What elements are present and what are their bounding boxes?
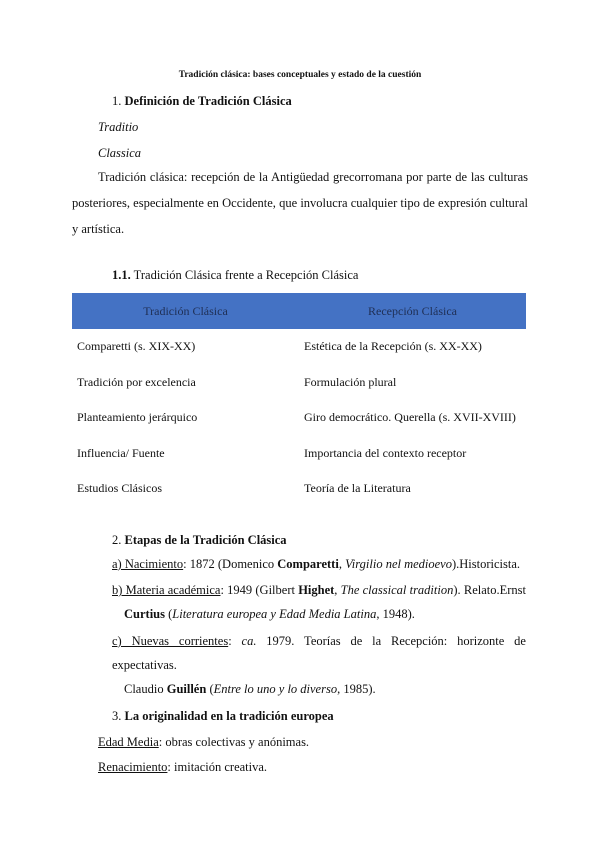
separator: ,: [338, 557, 346, 571]
definition-paragraph: Tradición clásica: recepción de la Antigüedad grecorromana por parte de las culturas posteriores, especialmente en Occidente, que involucra cualquier tipo de expresión cultural y artística.: [72, 170, 528, 236]
section-title: Etapas de la Tradición Clásica: [124, 533, 287, 547]
etapa-label: a) Nacimiento: [112, 557, 184, 571]
section-title: Definición de Tradición Clásica: [124, 94, 292, 108]
section-2-heading: [112, 533, 287, 548]
section-title: La originalidad en la tradición europea: [124, 709, 334, 723]
etapa-nuevas-corrientes: [112, 629, 526, 701]
section-number: 1.1.: [112, 268, 131, 282]
author-name: Highet: [298, 583, 335, 597]
column-header-recepcion: Recepción Clásica: [299, 293, 526, 329]
table-row: [72, 365, 526, 401]
etapa-label: c) Nuevas corrientes: [112, 634, 229, 648]
renacimiento-line: [98, 760, 267, 775]
term-classica: Classica: [98, 146, 142, 160]
etapa-label: b) Materia académica: [112, 583, 221, 597]
section-number: 1.: [112, 94, 122, 108]
etapa-text: Claudio: [124, 682, 167, 696]
period-text: : obras colectivas y anónimas.: [158, 735, 310, 749]
table-cell: Estudios Clásicos: [77, 481, 163, 496]
table-cell: Tradición por excelencia: [77, 374, 196, 389]
etapa-text: (: [164, 607, 173, 621]
etapa-text: :: [228, 634, 242, 648]
term-traditio: Traditio: [98, 120, 139, 134]
section-number: 3.: [112, 709, 122, 723]
period-label: Edad Media: [98, 735, 159, 749]
etapa-text: 1979. Teorías de la Recepción: horizonte de expectativas.: [112, 634, 526, 672]
etapa-text: : 1949 (Gilbert: [220, 583, 299, 597]
author-name: Comparetti: [277, 557, 339, 571]
table-cell: Giro democrático. Querella (s. XVII-XVIII): [304, 410, 516, 425]
etapa-text: ). Relato.Ernst: [453, 583, 527, 597]
edad-media-line: [98, 735, 309, 750]
table-cell: Importancia del contexto receptor: [304, 445, 467, 460]
etapa-nacimiento: [112, 557, 520, 572]
etapa-text: , 1985).: [337, 682, 376, 696]
etapa-materia-academica: [112, 578, 526, 626]
author-name: Guillén: [166, 682, 207, 696]
table-cell: Formulación plural: [304, 374, 397, 389]
period-text: : imitación creativa.: [167, 760, 268, 774]
table-cell: Influencia/ Fuente: [77, 445, 165, 460]
section-number: 2.: [112, 533, 122, 547]
table-cell: Comparetti (s. XIX-XX): [77, 339, 196, 354]
section-3-heading: [112, 709, 334, 724]
column-header-tradicion: Tradición Clásica: [72, 293, 299, 329]
section-1-1-heading: [112, 268, 358, 283]
table-row: [72, 436, 526, 472]
etapa-line: [112, 629, 526, 677]
document-title: Tradición clásica: bases conceptuales y estado de la cuestión: [178, 70, 422, 80]
table-row: [72, 400, 526, 436]
separator: ,: [334, 583, 341, 597]
etapa-text: ).Historicista.: [451, 557, 521, 571]
circa-abbr: ca.: [241, 634, 257, 648]
table-row: [72, 329, 526, 365]
table-header-row: [72, 293, 526, 329]
table-cell: Teoría de la Literatura: [304, 481, 411, 496]
comparison-table: [72, 293, 526, 507]
work-title: The classical tradition: [340, 583, 454, 597]
table-row: [72, 471, 526, 507]
period-label: Renacimiento: [98, 760, 168, 774]
etapa-line: [112, 677, 526, 701]
etapa-text: , 1948).: [376, 607, 415, 621]
work-title: Virgilio nel medioevo: [345, 557, 452, 571]
work-title: Literatura europea y Edad Media Latina: [172, 607, 377, 621]
section-title: Tradición Clásica frente a Recepción Clásica: [133, 268, 359, 282]
table-cell: Planteamiento jerárquico: [77, 410, 198, 425]
section-1-heading: [112, 94, 292, 109]
etapa-text: : 1872 (Domenico: [183, 557, 278, 571]
etapa-text: (: [206, 682, 214, 696]
etapa-line: [112, 602, 526, 626]
work-title: Entre lo uno y lo diverso: [213, 682, 338, 696]
author-name: Curtius: [124, 607, 165, 621]
table-cell: Estética de la Recepción (s. XX-XX): [304, 339, 482, 354]
etapa-line: [112, 578, 526, 602]
